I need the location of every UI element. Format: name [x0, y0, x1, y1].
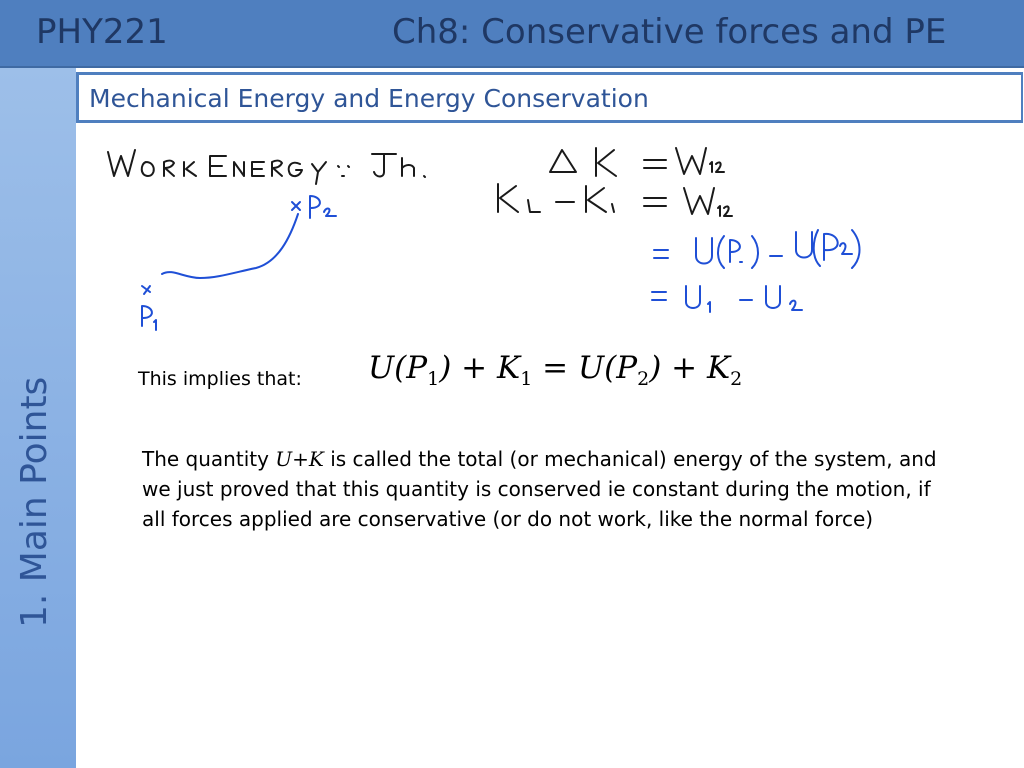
paragraph-text-rest: is called the total (or mechanical) energy of the system, and we just proved that this quantity is conserved ie constant during the motion, if all forces applied are conservative (or do not work, like the normal force) [142, 447, 937, 531]
sidebar-label: 1. Main Points [14, 376, 55, 628]
implies-label: This implies that: [138, 368, 302, 390]
paragraph-math-uk: U+K [275, 447, 324, 471]
handwriting-letter [108, 150, 135, 176]
eq-paren-close: ) [439, 350, 452, 386]
chapter-title: Ch8: Conservative forces and PE [392, 12, 947, 52]
eq-equals: = [542, 350, 569, 386]
handwriting-black [108, 148, 732, 216]
eq-subscript: 2 [730, 368, 743, 391]
eq-u-symbol: U [577, 350, 605, 386]
eq-paren-close: ) [649, 350, 662, 386]
eq-paren-open: ( [394, 350, 407, 386]
eq-subscript: 1 [427, 368, 440, 391]
paragraph-text-start: The quantity [142, 447, 276, 471]
eq-k-symbol: K [497, 350, 521, 386]
eq-plus: + [461, 350, 488, 386]
handwriting-blue [142, 196, 860, 330]
eq-subscript: 2 [637, 368, 650, 391]
energy-conservation-equation [368, 350, 742, 390]
conservation-paragraph [142, 444, 942, 534]
trajectory-curve [162, 214, 298, 278]
eq-k-symbol: K [707, 350, 731, 386]
course-title: PHY221 [36, 12, 168, 52]
eq-u-symbol: U [368, 350, 395, 386]
eq-subscript: 1 [520, 368, 533, 391]
section-title: Mechanical Energy and Energy Conservation [89, 84, 649, 113]
eq-paren-open: ( [604, 350, 617, 386]
eq-plus: + [671, 350, 698, 386]
eq-p-symbol: P [616, 350, 638, 386]
eq-p-symbol: P [406, 350, 428, 386]
